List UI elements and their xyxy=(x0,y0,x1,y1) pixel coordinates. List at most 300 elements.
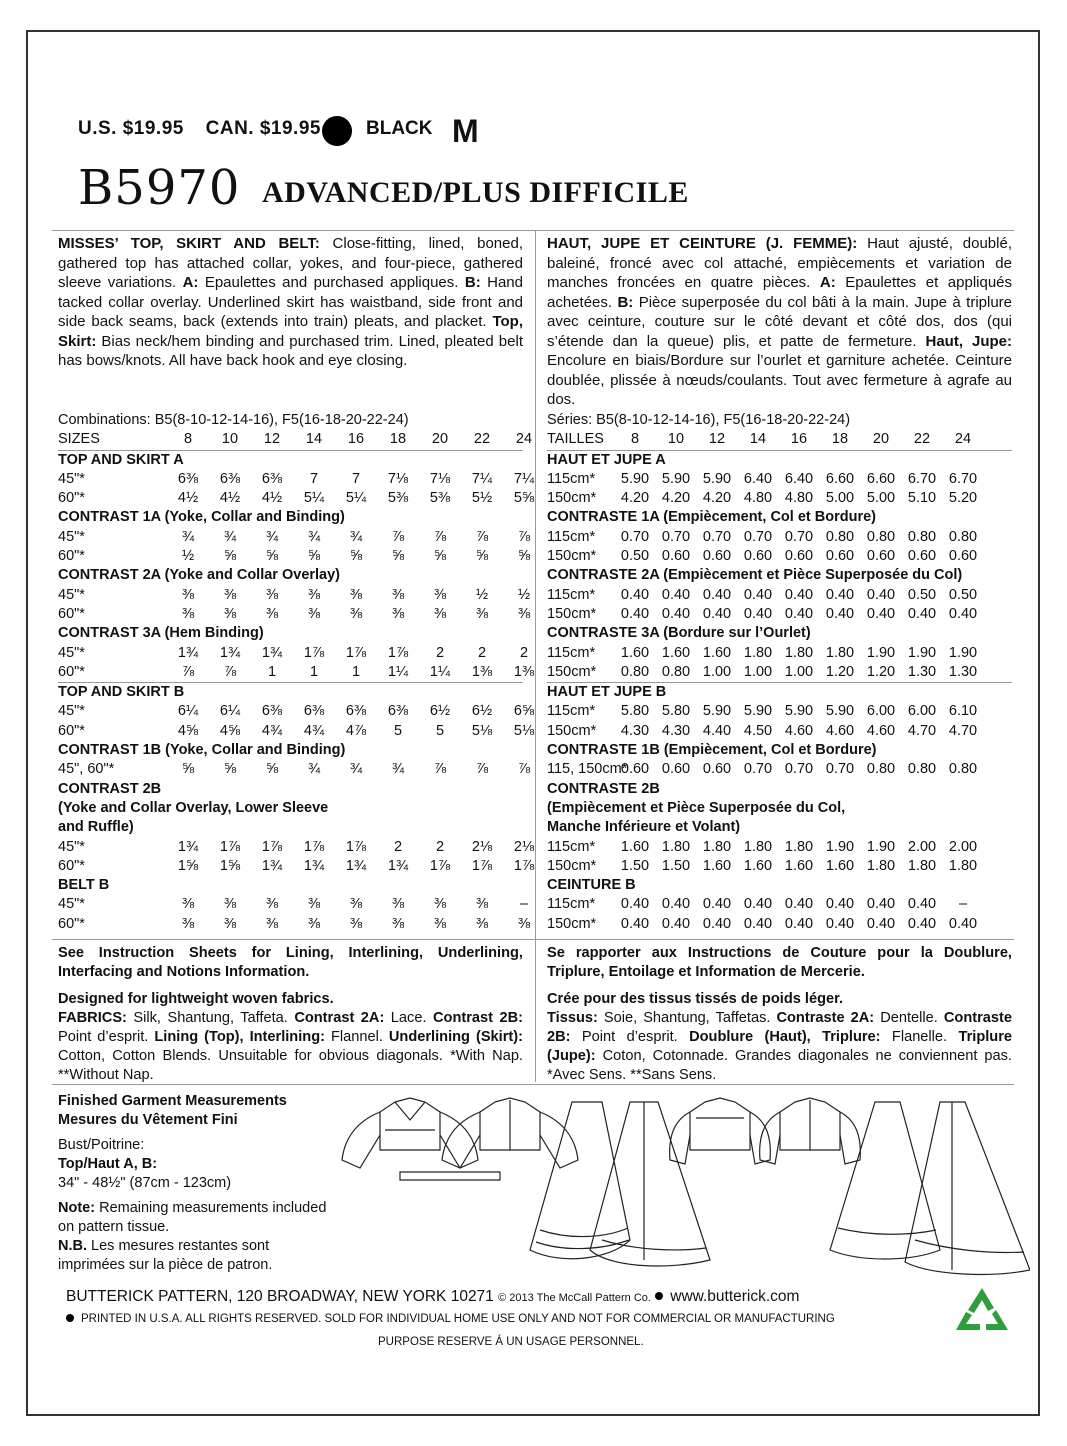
yardage-row xyxy=(58,838,535,857)
yardage-cell: 0.40 xyxy=(866,915,896,932)
yardage-cell: ¾ xyxy=(265,528,279,545)
size-header-cell: 14 xyxy=(305,431,323,448)
section-heading xyxy=(58,624,523,643)
yardage-cell: ⅜ xyxy=(475,896,489,913)
section-heading xyxy=(547,876,1012,895)
yardage-cell: ⅜ xyxy=(265,586,279,603)
yardage-cell: 1⅞ xyxy=(303,838,325,855)
row-label: 115cm* xyxy=(547,528,596,545)
yardage-cell: 1.80 xyxy=(702,838,732,855)
yardage-cell: 0.40 xyxy=(743,586,773,603)
row-label: 150cm* xyxy=(547,857,597,874)
row-label: 150cm* xyxy=(547,605,597,622)
section-heading xyxy=(547,799,1012,818)
yardage-cell: ⅞ xyxy=(517,528,531,545)
color-label: BLACK xyxy=(366,118,433,139)
yardage-row xyxy=(547,586,1012,605)
price-us: U.S. $19.95 xyxy=(78,118,184,139)
yardage-cell: 0.40 xyxy=(620,915,650,932)
yardage-cell: 7 xyxy=(351,470,361,487)
skirt-b-front-icon xyxy=(830,1102,940,1259)
yardage-cell: 0.60 xyxy=(620,761,650,778)
section-heading xyxy=(547,818,1012,837)
row-label: 45"* xyxy=(58,896,85,913)
yardage-cell: 4.40 xyxy=(702,722,732,739)
section-heading xyxy=(58,741,523,760)
yardage-cell: 1.20 xyxy=(825,663,855,680)
yardage-cell: 1.90 xyxy=(907,644,937,661)
yardage-cell: 1.90 xyxy=(866,644,896,661)
row-label: TOP AND SKIRT A xyxy=(58,451,184,468)
yardage-cell: 5.10 xyxy=(907,490,937,507)
row-label: CONTRASTE 2B xyxy=(547,780,660,797)
yardage-row xyxy=(58,586,531,605)
footer-legal-fr: PURPOSE RESERVE Á UN USAGE PERSONNEL. xyxy=(378,1336,644,1348)
yardage-cell: 0.60 xyxy=(907,548,937,565)
yardage-cell: ⅜ xyxy=(391,896,405,913)
size-header-cell: 22 xyxy=(913,431,931,448)
yardage-cell: 1⅞ xyxy=(345,644,367,661)
yardage-cell: 7¼ xyxy=(471,470,493,487)
description-en: MISSES’ TOP, SKIRT AND BELT: Close-fitting, lined, boned, gathered top has attached collar, yokes, and four-piece, gathered sleeve variations. A: Epaulettes and purchased appliques. B: Hand tacked collar overlay. Underlined skirt has waistband, side front and side back seams, back (extends into train) pleats, and placket. Top, Skirt: Bias neck/hem binding and purchased trim. Lined, pleated belt has bows/knots. All have back hook and eye closing. xyxy=(58,235,524,369)
yardage-cell: 6½ xyxy=(471,703,493,720)
yardage-cell: 0.40 xyxy=(661,896,691,913)
yardage-cell: ⅜ xyxy=(265,896,279,913)
divider-yardage xyxy=(52,939,1014,940)
yardage-cell: ⅜ xyxy=(475,605,489,622)
yardage-row xyxy=(58,644,529,663)
yardage-cell: 2 xyxy=(519,644,529,661)
yardage-cell: 0.80 xyxy=(661,663,691,680)
yardage-cell: 2 xyxy=(435,644,445,661)
row-label: (Empiècement et Pièce Superposée du Col, xyxy=(547,799,846,816)
yardage-cell: 4.20 xyxy=(661,490,691,507)
row-label: HAUT ET JUPE B xyxy=(547,684,667,701)
row-label: 45"* xyxy=(58,586,85,603)
yardage-cell: ⅞ xyxy=(181,663,195,680)
yardage-cell: 1.80 xyxy=(743,644,773,661)
yardage-cell: ⅝ xyxy=(475,548,489,565)
yardage-cell: 1.60 xyxy=(702,857,732,874)
row-label: BELT B xyxy=(58,877,110,894)
yardage-cell: 1.30 xyxy=(948,663,978,680)
size-header-cell: 16 xyxy=(790,431,808,448)
yardage-cell: 4.80 xyxy=(743,490,773,507)
footer-website[interactable]: www.butterick.com xyxy=(670,1288,800,1305)
row-label: 150cm* xyxy=(547,915,597,932)
yardage-cell: 4⅝ xyxy=(219,722,241,739)
yardage-cell: ⅞ xyxy=(433,761,447,778)
yardage-cell: ⅞ xyxy=(391,528,405,545)
yardage-cell: 1⅝ xyxy=(177,857,199,874)
yardage-cell: ¾ xyxy=(307,528,321,545)
yardage-cell: 0.50 xyxy=(948,586,978,603)
yardage-cell: 0.70 xyxy=(661,528,691,545)
yardage-cell: 1.90 xyxy=(866,838,896,855)
yardage-cell: ½ xyxy=(181,548,195,565)
yardage-cell: 7⅛ xyxy=(429,470,451,487)
price-can: CAN. $19.95 xyxy=(205,118,321,139)
section-heading xyxy=(58,682,523,702)
yardage-cell: 1.20 xyxy=(866,663,896,680)
row-label: 60"* xyxy=(58,915,85,932)
footer-address-line xyxy=(66,1288,799,1306)
size-header-cell: 12 xyxy=(263,431,281,448)
yardage-cell: 0.40 xyxy=(620,586,650,603)
yardage-cell: 0.80 xyxy=(948,761,978,778)
yardage-cell: 1¾ xyxy=(261,644,283,661)
yardage-cell: ⅜ xyxy=(433,896,447,913)
yardage-cell: 5½ xyxy=(471,490,493,507)
yardage-cell: 6.40 xyxy=(784,470,814,487)
yardage-cell: 2.00 xyxy=(948,838,978,855)
row-label: 45"* xyxy=(58,470,85,487)
yardage-cell: – xyxy=(958,896,968,913)
yardage-row xyxy=(547,760,1012,779)
row-label: CONTRASTE 2A (Empiècement et Pièce Superposée du Col) xyxy=(547,567,963,584)
yardage-cell: ¾ xyxy=(349,761,363,778)
section-heading xyxy=(547,566,1012,585)
size-header-cell: 8 xyxy=(183,431,193,448)
yardage-cell: 2 xyxy=(393,838,403,855)
yardage-cell: 1⅞ xyxy=(345,838,367,855)
yardage-cell: 7⅛ xyxy=(387,470,409,487)
yardage-row xyxy=(547,470,1012,489)
yardage-table-fr xyxy=(547,411,1012,934)
row-label: CONTRASTE 1B (Empiècement, Col et Bordure) xyxy=(547,742,877,759)
yardage-cell: 4½ xyxy=(219,490,241,507)
footer-copyright: © 2013 The McCall Pattern Co. xyxy=(498,1292,651,1304)
yardage-cell: 5⅝ xyxy=(513,490,535,507)
yardage-row xyxy=(547,528,1012,547)
yardage-cell: ⅜ xyxy=(517,605,531,622)
yardage-row xyxy=(58,663,535,682)
yardage-row xyxy=(547,644,1012,663)
yardage-cell: ⅝ xyxy=(265,761,279,778)
yardage-cell: 5 xyxy=(393,722,403,739)
size-header-cell: 10 xyxy=(667,431,685,448)
yardage-cell: 5⅛ xyxy=(513,722,535,739)
footer-legal-en: PRINTED IN U.S.A. ALL RIGHTS RESERVED. SOLD FOR INDIVIDUAL HOME USE ONLY AND NOT FOR COMMERCIAL OR MANUFACTURING xyxy=(81,1313,835,1325)
yardage-cell: 0.40 xyxy=(825,586,855,603)
yardage-cell: 6.00 xyxy=(907,703,937,720)
yardage-cell: 1⅜ xyxy=(471,663,493,680)
yardage-row xyxy=(58,547,531,566)
yardage-cell: 1.60 xyxy=(784,857,814,874)
yardage-cell: 1¾ xyxy=(177,838,199,855)
yardage-cell: 1⅞ xyxy=(219,838,241,855)
size-header-cell: 16 xyxy=(347,431,365,448)
top-a-front-icon xyxy=(342,1098,478,1168)
yardage-cell: 1⅞ xyxy=(387,644,409,661)
row-label: 45", 60"* xyxy=(58,761,115,778)
yardage-cell: 0.40 xyxy=(702,605,732,622)
yardage-cell: 4⅞ xyxy=(345,722,367,739)
yardage-row xyxy=(58,605,531,624)
yardage-cell: 1.00 xyxy=(702,663,732,680)
yardage-cell: ⅜ xyxy=(223,915,237,932)
yardage-cell: ⅜ xyxy=(223,605,237,622)
yardage-cell: 6¼ xyxy=(219,703,241,720)
row-label: 115cm* xyxy=(547,644,596,661)
yardage-cell: 0.80 xyxy=(866,761,896,778)
footer-legal-en-line xyxy=(66,1313,835,1325)
yardage-cell: 1.80 xyxy=(907,857,937,874)
yardage-cell: 1.60 xyxy=(825,857,855,874)
pattern-number: B5970 xyxy=(78,160,241,216)
row-label: TOP AND SKIRT B xyxy=(58,684,185,701)
divider-bottom xyxy=(52,1084,1014,1085)
yardage-cell: 0.40 xyxy=(948,915,978,932)
section-heading xyxy=(58,876,523,895)
yardage-cell: 0.40 xyxy=(866,586,896,603)
yardage-cell: 1⅞ xyxy=(303,644,325,661)
yardage-cell: 0.80 xyxy=(907,528,937,545)
row-label: Manche Inférieure et Volant) xyxy=(547,819,741,836)
yardage-row xyxy=(58,722,535,741)
yardage-cell: ½ xyxy=(517,586,531,603)
yardage-cell: ⅜ xyxy=(307,605,321,622)
yardage-cell: 5.00 xyxy=(866,490,896,507)
yardage-cell: ⅜ xyxy=(433,586,447,603)
yardage-cell: 0.60 xyxy=(825,548,855,565)
size-code: M xyxy=(452,113,479,149)
yardage-cell: ⅜ xyxy=(475,915,489,932)
yardage-cell: 0.60 xyxy=(743,548,773,565)
yardage-cell: 0.40 xyxy=(784,915,814,932)
yardage-cell: 0.70 xyxy=(784,761,814,778)
yardage-cell: 5.90 xyxy=(620,470,650,487)
yardage-cell: ⅜ xyxy=(517,915,531,932)
description-fr: HAUT, JUPE ET CEINTURE (J. FEMME): Haut ajusté, doublé, baleiné, froncé avec col attaché, empiècements et variation de manches froncées en quatre pièces. A: Epaulettes et appliqués achetées. B: Pièce superposée du col bâti à la main. Jupe à triplure avec ceinture, couture sur le côté devant et côté dos, dos (qui s’étende dan la queue) plis, et patte de fermeture. Haut, Jupe: Encolure en biais/Bordure sur l’ourlet et garniture achetée. Ceinture doublée, plissée à nœuds/coulants. Tout avec fermeture à agrafe au dos. xyxy=(547,235,1013,408)
yardage-cell: 0.40 xyxy=(907,896,937,913)
yardage-cell: 0.60 xyxy=(784,548,814,565)
yardage-cell: 1.80 xyxy=(784,838,814,855)
yardage-cell: 1.00 xyxy=(784,663,814,680)
yardage-cell: 1⅝ xyxy=(219,857,241,874)
size-header-cell: 8 xyxy=(630,431,640,448)
yardage-cell: 5.90 xyxy=(702,703,732,720)
yardage-cell: 1⅞ xyxy=(471,857,493,874)
yardage-row xyxy=(58,857,535,876)
yardage-cell: 1.80 xyxy=(866,857,896,874)
yardage-row xyxy=(547,489,1012,508)
yardage-cell: 7 xyxy=(309,470,319,487)
yardage-cell: 0.60 xyxy=(866,548,896,565)
yardage-cell: ⅜ xyxy=(223,586,237,603)
yardage-cell: 2⅛ xyxy=(513,838,535,855)
yardage-cell: ⅜ xyxy=(181,586,195,603)
yardage-cell: ⅞ xyxy=(517,761,531,778)
size-header-cell: 18 xyxy=(389,431,407,448)
yardage-cell: 6.10 xyxy=(948,703,978,720)
yardage-cell: 6⅜ xyxy=(303,703,325,720)
divider-top xyxy=(52,230,1014,231)
row-label: 60"* xyxy=(58,548,85,565)
notes-en: See Instruction Sheets for Lining, Interlining, Underlining, Interfacing and Notions Information. Designed for lightweight woven fabrics. FABRICS: Silk, Shantung, Taffeta. Contrast 2A: Lace. Contrast 2B: Point d’esprit. Lining (Top), Interlining: Flannel. Underlining (Skirt): Cotton, Cotton Blends. Unsuitable for obvious diagonals. *With Nap. **Without Nap. xyxy=(58,945,523,1083)
yardage-cell: ⅜ xyxy=(181,896,195,913)
yardage-cell: 5.90 xyxy=(784,703,814,720)
row-label: CONTRASTE 3A (Bordure sur l’Ourlet) xyxy=(547,625,811,642)
yardage-cell: 1⅞ xyxy=(261,838,283,855)
yardage-cell: ⅜ xyxy=(349,605,363,622)
bullet-icon xyxy=(66,1314,74,1322)
color-dot-icon xyxy=(322,116,352,146)
yardage-cell: ⅜ xyxy=(181,605,195,622)
yardage-cell: ⅝ xyxy=(349,548,363,565)
yardage-cell: 0.40 xyxy=(825,915,855,932)
section-heading xyxy=(547,624,1012,643)
yardage-table-en xyxy=(58,411,535,934)
row-label: 150cm* xyxy=(547,663,597,680)
yardage-cell: 6.40 xyxy=(743,470,773,487)
yardage-cell: ⅞ xyxy=(475,761,489,778)
yardage-cell: 0.80 xyxy=(866,528,896,545)
yardage-cell: 4.50 xyxy=(743,722,773,739)
yardage-cell: 5⅜ xyxy=(387,490,409,507)
yardage-cell: 1.50 xyxy=(661,857,691,874)
row-label: 45"* xyxy=(58,703,85,720)
row-label: 115cm* xyxy=(547,586,596,603)
size-header-cell: 24 xyxy=(954,431,972,448)
yardage-cell: 0.70 xyxy=(743,528,773,545)
yardage-cell: 5.80 xyxy=(661,703,691,720)
section-heading xyxy=(58,566,523,585)
row-label: CONTRAST 2A (Yoke and Collar Overlay) xyxy=(58,567,341,584)
yardage-cell: 0.40 xyxy=(661,915,691,932)
yardage-cell: 4.70 xyxy=(907,722,937,739)
row-label: CONTRAST 1B (Yoke, Collar and Binding) xyxy=(58,742,346,759)
yardage-cell: ⅜ xyxy=(349,586,363,603)
yardage-cell: ¾ xyxy=(349,528,363,545)
yardage-cell: 0.40 xyxy=(825,605,855,622)
yardage-row xyxy=(547,838,1012,857)
combinations-line: Séries: B5(8-10-12-14-16), F5(16-18-20-22-24) xyxy=(547,412,851,428)
size-header-cell: 14 xyxy=(749,431,767,448)
yardage-row xyxy=(58,489,535,508)
row-label: CONTRAST 1A (Yoke, Collar and Binding) xyxy=(58,509,345,526)
yardage-cell: 1⅞ xyxy=(513,857,535,874)
yardage-cell: 0.60 xyxy=(661,548,691,565)
recycle-icon xyxy=(954,1286,1010,1338)
yardage-cell: 6⅜ xyxy=(261,703,283,720)
yardage-row xyxy=(547,702,1012,721)
row-label: 150cm* xyxy=(547,548,597,565)
yardage-cell: 0.70 xyxy=(702,528,732,545)
yardage-cell: – xyxy=(519,896,529,913)
yardage-cell: 0.40 xyxy=(743,896,773,913)
yardage-cell: 0.60 xyxy=(948,548,978,565)
yardage-cell: ¾ xyxy=(181,528,195,545)
yardage-cell: 2⅛ xyxy=(471,838,493,855)
row-label: 150cm* xyxy=(547,490,597,507)
row-label: 60"* xyxy=(58,663,85,680)
row-label: 60"* xyxy=(58,857,85,874)
yardage-cell: ⅜ xyxy=(307,915,321,932)
yardage-cell: 0.40 xyxy=(907,605,937,622)
yardage-cell: 4.30 xyxy=(661,722,691,739)
yardage-cell: ⅜ xyxy=(433,605,447,622)
yardage-cell: ¾ xyxy=(223,528,237,545)
yardage-cell: 4½ xyxy=(261,490,283,507)
yardage-cell: 7¼ xyxy=(513,470,535,487)
yardage-cell: ⅜ xyxy=(391,915,405,932)
yardage-cell: 1⅜ xyxy=(513,663,535,680)
yardage-cell: 0.40 xyxy=(784,605,814,622)
yardage-cell: 4.30 xyxy=(620,722,650,739)
garment-sketches xyxy=(340,1090,1030,1280)
yardage-row xyxy=(547,722,1012,741)
row-label: 60"* xyxy=(58,605,85,622)
yardage-cell: 6⅜ xyxy=(177,470,199,487)
yardage-cell: ⅝ xyxy=(391,548,405,565)
yardage-cell: 0.40 xyxy=(743,915,773,932)
yardage-cell: 6⅜ xyxy=(387,703,409,720)
yardage-row xyxy=(547,663,1012,682)
yardage-cell: ¾ xyxy=(391,761,405,778)
yardage-cell: 1.00 xyxy=(743,663,773,680)
yardage-cell: 4.20 xyxy=(620,490,650,507)
section-heading xyxy=(547,780,1012,799)
yardage-cell: 2 xyxy=(477,644,487,661)
footer-address: BUTTERICK PATTERN, 120 BROADWAY, NEW YORK 10271 xyxy=(66,1288,494,1305)
yardage-cell: ⅜ xyxy=(181,915,195,932)
yardage-row xyxy=(58,528,531,547)
yardage-cell: 1 xyxy=(267,663,277,680)
yardage-cell: ⅜ xyxy=(223,896,237,913)
sizes-label: SIZES xyxy=(58,431,100,448)
section-heading xyxy=(58,508,523,527)
price-line xyxy=(78,118,337,140)
yardage-row xyxy=(547,895,1012,914)
yardage-cell: 6⅜ xyxy=(261,470,283,487)
yardage-cell: 0.70 xyxy=(620,528,650,545)
yardage-cell: 5.20 xyxy=(948,490,978,507)
yardage-cell: 4⅝ xyxy=(177,722,199,739)
yardage-cell: 6.70 xyxy=(907,470,937,487)
row-label: and Ruffle) xyxy=(58,819,134,836)
row-label: 115cm* xyxy=(547,838,596,855)
yardage-cell: 1¾ xyxy=(303,857,325,874)
yardage-cell: ¾ xyxy=(307,761,321,778)
yardage-cell: 0.80 xyxy=(907,761,937,778)
yardage-cell: 1 xyxy=(351,663,361,680)
yardage-row xyxy=(58,915,531,934)
yardage-cell: 4.60 xyxy=(866,722,896,739)
row-label: CONTRASTE 1A (Empiècement, Col et Bordure) xyxy=(547,509,876,526)
yardage-cell: 1.60 xyxy=(743,857,773,874)
yardage-cell: 0.40 xyxy=(907,915,937,932)
yardage-cell: 6⅜ xyxy=(345,703,367,720)
top-b-front-icon xyxy=(670,1098,771,1164)
yardage-cell: 1¾ xyxy=(261,857,283,874)
section-heading xyxy=(58,780,523,799)
yardage-cell: ⅜ xyxy=(391,586,405,603)
yardage-cell: ⅞ xyxy=(433,528,447,545)
yardage-cell: 6.00 xyxy=(866,703,896,720)
sizes-header-row xyxy=(58,430,533,450)
row-label: 115cm* xyxy=(547,470,596,487)
yardage-cell: 1.90 xyxy=(948,644,978,661)
size-header-cell: 10 xyxy=(221,431,239,448)
section-heading xyxy=(58,818,523,837)
yardage-cell: 5.80 xyxy=(620,703,650,720)
yardage-cell: 6⅜ xyxy=(219,470,241,487)
yardage-cell: 0.40 xyxy=(825,896,855,913)
skirt-a-back-icon xyxy=(590,1102,710,1266)
measurements: Finished Garment Measurements Mesures du Vêtement Fini Bust/Poitrine: Top/Haut A, B: 34" - 48½" (87cm - 123cm) Note: Remaining measurements included on pattern tissue. N.B. Les mesures restantes sont imprimées sur la pièce de patron. xyxy=(58,1093,327,1273)
yardage-cell: ⅝ xyxy=(433,548,447,565)
